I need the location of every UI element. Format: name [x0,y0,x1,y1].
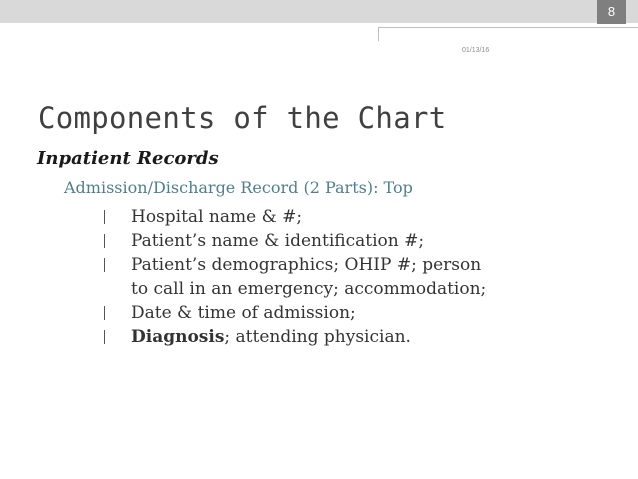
bar-bullet-icon [104,234,113,248]
bar-bullet-icon [104,306,113,320]
bullet-item [104,205,486,229]
page-number: 8 [597,0,626,24]
bullet-text: Hospital name & #; [131,207,303,227]
bar-bullet-icon [104,258,113,272]
bullet-text: Date & time of admission; [131,303,356,323]
bullet-item [104,325,486,349]
subheading: Inpatient Records [37,148,219,169]
bullet-text-line2: to call in an emergency; accommodation; [131,279,487,299]
header-rule [378,27,638,41]
bullet-item [104,253,486,301]
bar-bullet-icon [104,330,113,344]
slide-title: Components of the Chart [38,101,447,135]
section-line: Admission/Discharge Record (2 Parts): Top [64,178,413,197]
top-bar [0,0,638,23]
bullet-list [104,205,486,349]
bullet-text: Patient’s name & identification #; [131,231,425,251]
slide-date: 01/13/16 [462,47,490,54]
bullet-text-line1: Patient’s demographics; OHIP #; person [131,255,482,275]
bullet-item [104,301,486,325]
bar-bullet-icon [104,210,113,224]
bullet-item [104,229,486,253]
bullet-text: ; attending physician. [224,327,411,347]
bullet-bold-text: Diagnosis [131,327,225,347]
